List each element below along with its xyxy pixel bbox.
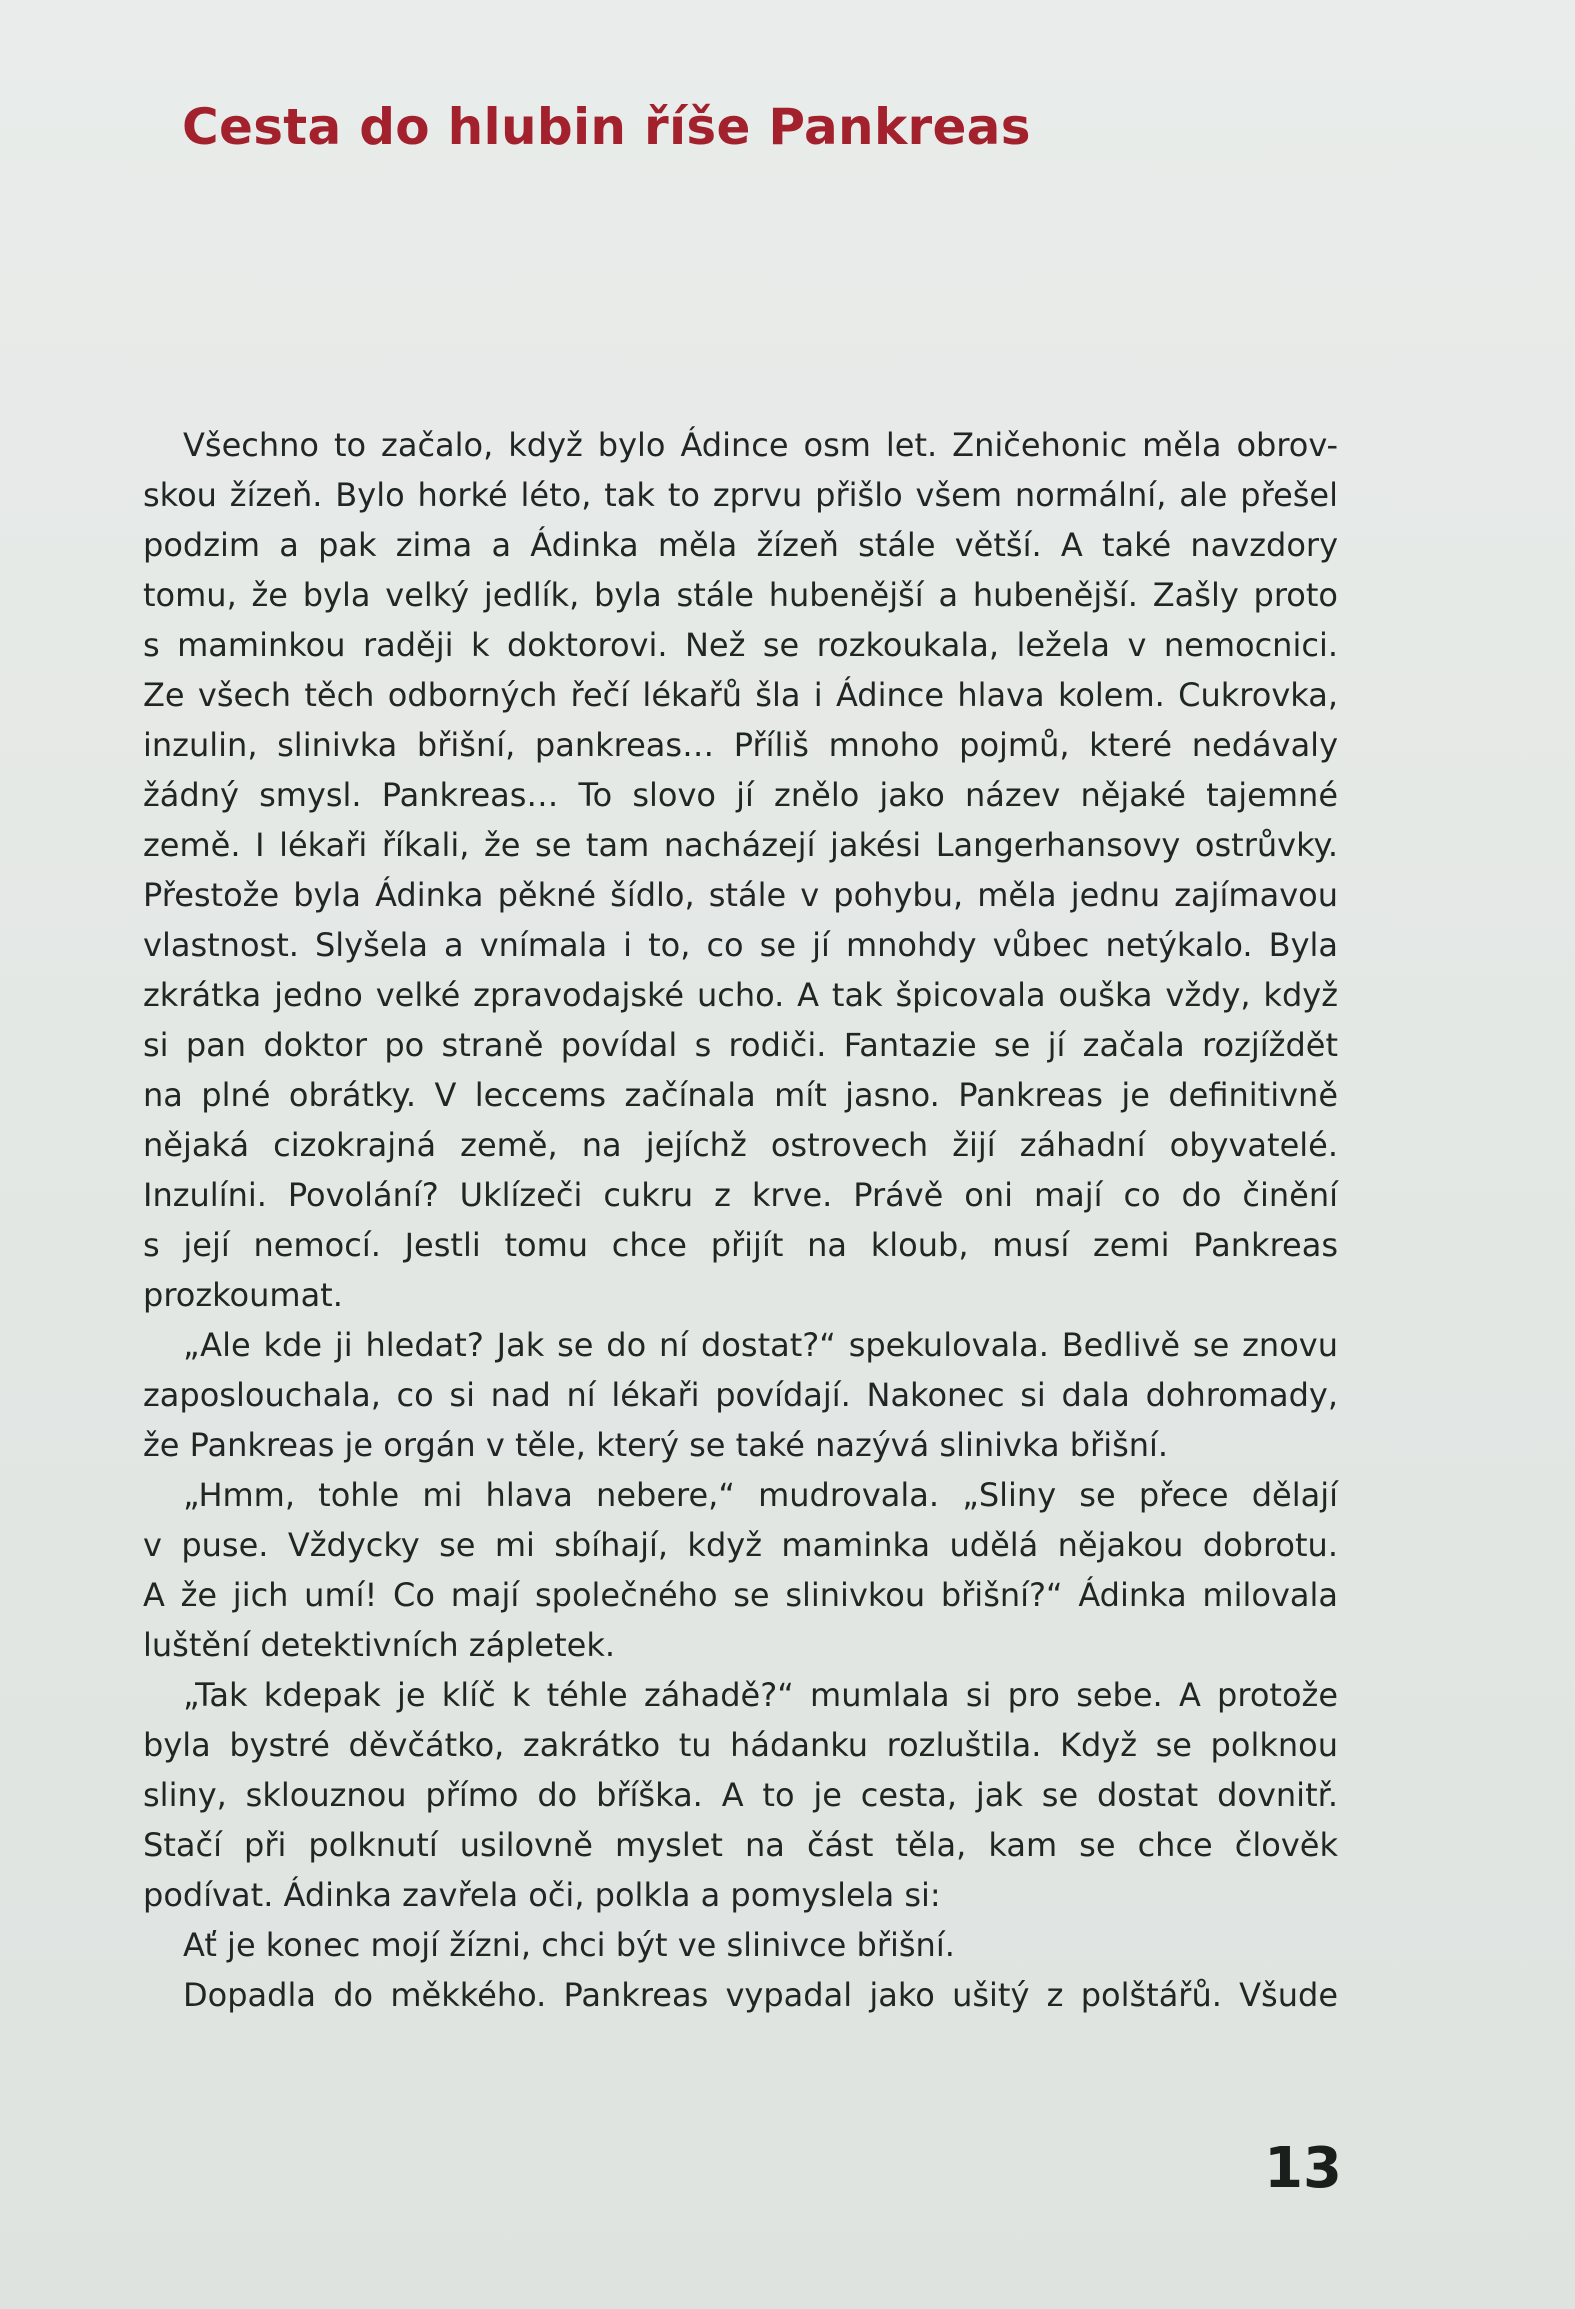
text-line: „Ale kde ji hledat? Jak se do ní dostat?“ spekulovala. Bedlivě se znovu: [183, 1326, 1338, 1364]
text-line: skou žízeň. Bylo horké léto, tak to zprvu přišlo všem normální, ale přešel: [143, 476, 1338, 514]
page-number: 13: [1264, 2136, 1342, 2201]
text-line: podzim a pak zima a Ádinka měla žízeň stále větší. A také navzdory: [143, 526, 1338, 564]
text-line: Přestože byla Ádinka pěkné šídlo, stále v pohybu, měla jednu zajímavou: [143, 876, 1338, 914]
text-line: že Pankreas je orgán v těle, který se také nazývá slinivka břišní.: [143, 1426, 1169, 1464]
text-line: A že jich umí! Co mají společného se slinivkou břišní?“ Ádinka milovala: [143, 1576, 1338, 1614]
text-line: nějaká cizokrajná země, na jejíchž ostrovech žijí záhadní obyvatelé.: [143, 1126, 1338, 1164]
text-line: Stačí při polknutí usilovně myslet na část těla, kam se chce člověk: [143, 1826, 1338, 1864]
chapter-title: Cesta do hlubin říše Pankreas: [182, 98, 1031, 156]
body-text: [143, 420, 1338, 2020]
text-line: „Tak kdepak je klíč k téhle záhadě?“ mumlala si pro sebe. A protože: [183, 1676, 1338, 1714]
text-line: s její nemocí. Jestli tomu chce přijít na kloub, musí zemi Pankreas: [143, 1226, 1338, 1264]
text-line: byla bystré děvčátko, zakrátko tu hádanku rozluštila. Když se polknou: [143, 1726, 1338, 1764]
text-line: na plné obrátky. V leccems začínala mít jasno. Pankreas je definitivně: [143, 1076, 1338, 1114]
text-line: prozkoumat.: [143, 1276, 343, 1314]
text-line: žádný smysl. Pankreas… To slovo jí znělo jako název nějaké tajemné: [143, 776, 1338, 814]
text-line: zaposlouchala, co si nad ní lékaři povídají. Nakonec si dala dohromady,: [143, 1376, 1338, 1414]
text-line: podívat. Ádinka zavřela oči, polkla a pomyslela si:: [143, 1876, 941, 1914]
text-line: „Hmm, tohle mi hlava nebere,“ mudrovala. „Sliny se přece dělají: [183, 1476, 1338, 1514]
text-line: tomu, že byla velký jedlík, byla stále hubenější a hubenější. Zašly proto: [143, 576, 1338, 614]
text-line: Ze všech těch odborných řečí lékařů šla i Ádince hlava kolem. Cukrovka,: [143, 676, 1338, 714]
text-line: s maminkou raději k doktorovi. Než se rozkoukala, ležela v nemocnici.: [143, 626, 1338, 664]
text-line: Všechno to začalo, když bylo Ádince osm let. Zničehonic měla obrov-: [183, 426, 1338, 464]
text-line: vlastnost. Slyšela a vnímala i to, co se jí mnohdy vůbec netýkalo. Byla: [143, 926, 1338, 964]
text-line: si pan doktor po straně povídal s rodiči. Fantazie se jí začala rozjíždět: [143, 1026, 1338, 1064]
text-line: luštění detektivních zápletek.: [143, 1626, 616, 1664]
text-line: Ať je konec mojí žízni, chci být ve slinivce břišní.: [183, 1926, 955, 1964]
text-line: Inzulíni. Povolání? Uklízeči cukru z krve. Právě oni mají co do činění: [143, 1176, 1338, 1214]
text-line: země. I lékaři říkali, že se tam nacházejí jakési Langerhansovy ostrůvky.: [143, 826, 1338, 864]
text-line: zkrátka jedno velké zpravodajské ucho. A tak špicovala ouška vždy, když: [143, 976, 1338, 1014]
text-line: Dopadla do měkkého. Pankreas vypadal jako ušitý z polštářů. Všude: [183, 1976, 1338, 2014]
text-line: v puse. Vždycky se mi sbíhají, když maminka udělá nějakou dobrotu.: [143, 1526, 1338, 1564]
text-line: sliny, sklouznou přímo do bříška. A to je cesta, jak se dostat dovnitř.: [143, 1776, 1338, 1814]
text-line: inzulin, slinivka břišní, pankreas… Příliš mnoho pojmů, které nedávaly: [143, 726, 1338, 764]
